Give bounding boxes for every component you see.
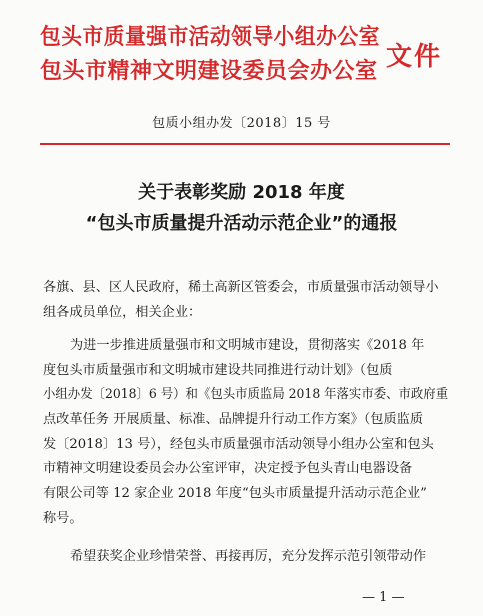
document-header <box>40 16 460 86</box>
document-word: 文件 <box>386 42 443 72</box>
body-paragraph-1 <box>43 334 448 532</box>
paragraph-line: 点改革任务 开展质量、标准、品牌提升行动工作方案》（包质监质 <box>43 412 424 428</box>
addressee-block <box>43 276 448 325</box>
paragraph-line: 小组办发〔2018〕6 号）和《包头市质监局 2018 年落实市委、市政府重 <box>43 387 449 403</box>
notice-title-line-1: 关于表彰奖励 2018 年度 <box>138 182 345 203</box>
paragraph-line: 称号。 <box>43 510 83 526</box>
addressee-line: 组各成员单位，相关企业： <box>43 304 202 320</box>
paragraph-line: 市精神文明建设委员会办公室评审，决定授予包头青山电器设备 <box>43 461 413 477</box>
paragraph-line: 发〔2018〕13 号），经包头市质量强市活动领导小组办公室和包头 <box>43 436 434 452</box>
document-number: 包质小组办发〔2018〕15 号 <box>152 116 331 131</box>
paragraph-line: 度包头市质量强市和文明城市建设共同推进行动计划》（包质 <box>43 362 393 378</box>
red-divider <box>40 143 450 145</box>
notice-title-line-2: “包头市质量提升活动示范企业”的通报 <box>85 213 398 234</box>
paragraph-line: 为进一步推进质量强市和文明城市建设，贯彻落实《2018 年 <box>70 338 425 353</box>
issuing-org-2: 包头市精神文明建设委员会办公室 <box>40 59 378 84</box>
issuing-org-1: 包头市质量强市活动领导小组办公室 <box>40 25 380 50</box>
addressee-line: 各旗、县、区人民政府，稀土高新区管委会，市质量强市活动领导小 <box>43 280 439 295</box>
page-number: — 1 — <box>362 590 405 605</box>
body-paragraph-2 <box>43 545 448 570</box>
paragraph-line: 有限公司等 12 家企业 2018 年度“包头市质量提升活动示范企业” <box>43 486 427 502</box>
paragraph-line: 希望获奖企业珍惜荣誉、再接再厉，充分发挥示范引领带动作 <box>70 549 427 564</box>
